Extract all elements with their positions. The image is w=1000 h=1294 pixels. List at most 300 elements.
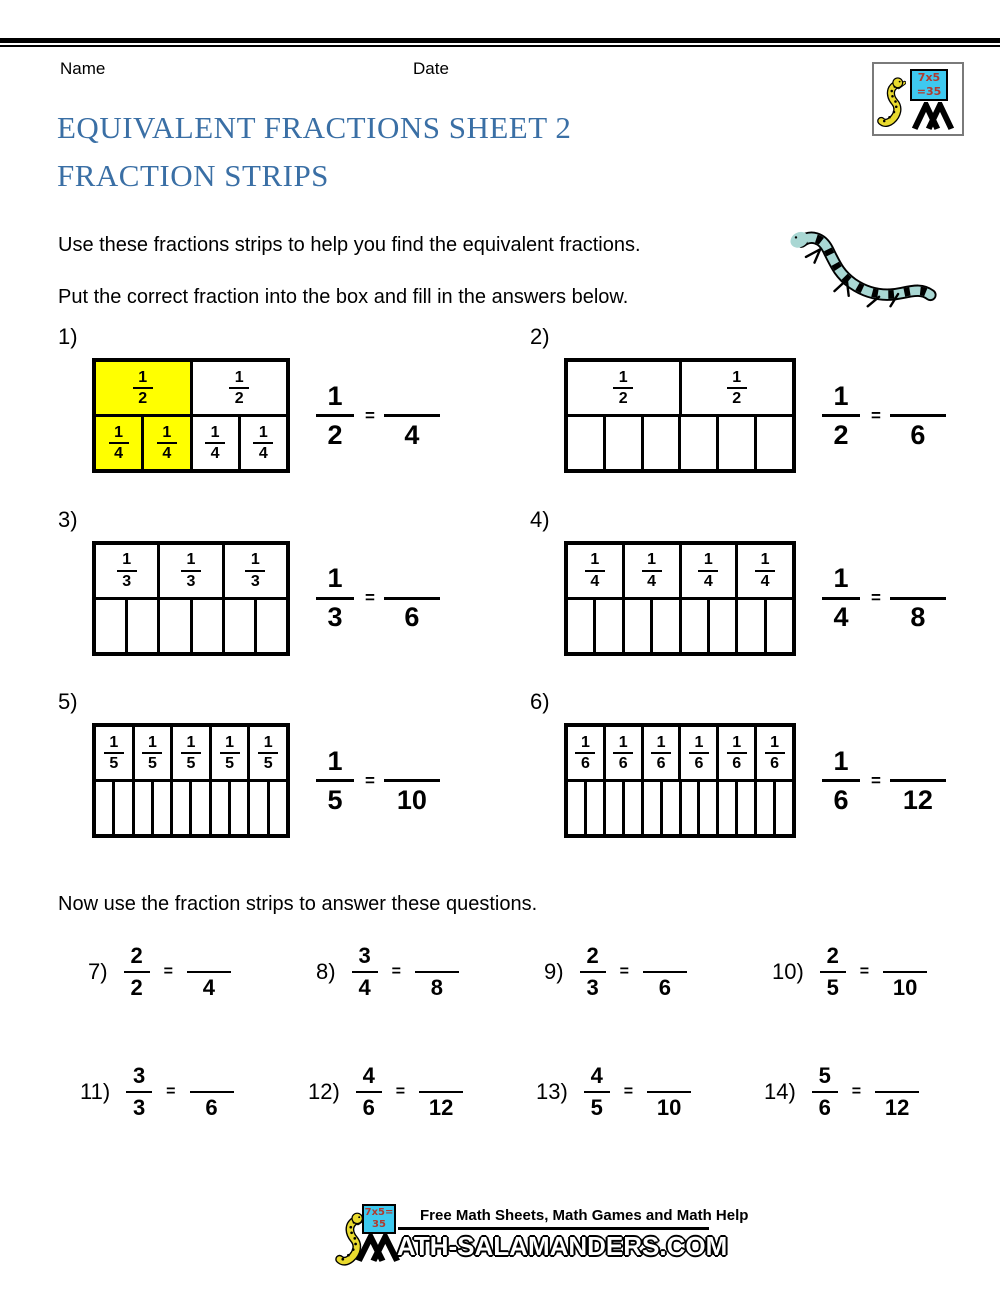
fraction-denominator: 10 [396, 784, 427, 815]
given-fraction [316, 746, 354, 815]
fraction-denominator: 2 [618, 390, 628, 407]
cell-fraction [220, 734, 240, 773]
question-number: 10) [772, 959, 804, 984]
question [536, 1056, 764, 1128]
fraction-numerator: 1 [770, 733, 779, 751]
fraction-denominator: 6 [658, 974, 672, 1000]
strip-cell [190, 362, 287, 414]
cell-fraction [585, 551, 605, 590]
fraction-denominator: 2 [138, 390, 148, 407]
strip-cell [141, 417, 189, 469]
strip-cell [716, 782, 735, 834]
cell-fraction [181, 551, 201, 590]
strip-cell [568, 417, 603, 469]
fraction-numerator: 1 [225, 733, 235, 751]
fraction-denominator: 4 [210, 445, 220, 462]
fraction-denominator: 2 [130, 974, 143, 1000]
equals-sign: = [395, 1083, 406, 1100]
cell-fraction [642, 551, 662, 590]
fraction-numerator: 5 [818, 1063, 831, 1089]
fraction-bar [883, 971, 927, 974]
answer-fraction-blank [890, 746, 946, 815]
strip-row [568, 597, 792, 652]
fraction-bar [727, 752, 747, 754]
fraction-bar [698, 570, 718, 572]
fraction-bar [109, 442, 129, 444]
equals-sign: = [365, 405, 375, 425]
cell-fraction [245, 551, 265, 590]
equals-sign: = [623, 1083, 634, 1100]
question [80, 1056, 308, 1128]
fraction-strip-problem [58, 320, 530, 503]
strip-cell [132, 727, 171, 779]
fraction-strip-problem [58, 503, 530, 686]
given-fraction [316, 381, 354, 450]
page-title-line2: FRACTION STRIPS [57, 158, 329, 193]
fraction-bar [890, 597, 946, 600]
strip-cell [96, 362, 190, 414]
fraction-denominator: 6 [818, 1094, 831, 1120]
cell-fraction [117, 551, 137, 590]
fraction-numerator: 1 [147, 733, 157, 751]
date-label: Date [413, 59, 449, 78]
instructions [58, 219, 641, 323]
fraction-bar [765, 752, 785, 754]
answer-fraction-blank [187, 944, 231, 1001]
strip-cell [96, 545, 157, 597]
problem-body [58, 541, 530, 656]
fraction-bar [117, 570, 137, 572]
answer-fraction-blank [190, 1064, 234, 1121]
cell-fraction [698, 551, 718, 590]
corner-logo [872, 62, 964, 136]
question-fraction [126, 1064, 152, 1121]
equals-sign: = [871, 405, 881, 425]
fraction-numerator: 1 [186, 733, 196, 751]
equals-sign: = [871, 770, 881, 790]
strip-cell [190, 600, 222, 652]
fraction-bar [585, 570, 605, 572]
fraction-denominator: 4 [404, 419, 420, 450]
equals-sign: = [365, 770, 375, 790]
fraction-numerator: 1 [656, 733, 666, 751]
fraction-numerator: 1 [186, 551, 196, 569]
cell-fraction [133, 369, 153, 408]
fraction-bar [229, 387, 249, 389]
strip-cell [716, 417, 754, 469]
cell-fraction [727, 734, 747, 773]
fraction-denominator: 8 [910, 602, 926, 632]
given-fraction [316, 564, 354, 633]
fraction-bar [181, 570, 201, 572]
cell-fraction [755, 551, 775, 590]
question-fraction [584, 1064, 610, 1121]
fraction-bar [875, 1091, 919, 1094]
fraction-denominator: 10 [656, 1094, 682, 1120]
lizard-icon [786, 226, 938, 322]
cell-fraction [109, 424, 129, 463]
fraction-denominator: 4 [258, 445, 268, 462]
question [772, 936, 927, 1008]
strip-cell [641, 727, 679, 779]
strip-row [568, 779, 792, 834]
fraction-numerator: 1 [210, 423, 220, 441]
strip-row [96, 597, 286, 652]
fraction-bar [187, 971, 231, 974]
cell-fraction [157, 424, 177, 463]
fraction-bar [580, 971, 606, 974]
fraction-denominator: 2 [234, 390, 244, 407]
strip-cell [96, 782, 112, 834]
fraction-numerator: 1 [234, 368, 244, 386]
fraction-denominator: 3 [250, 572, 260, 590]
problem-body [58, 723, 530, 838]
fraction-numerator: 3 [133, 1063, 146, 1089]
fraction-denominator: 6 [580, 755, 590, 772]
problem-body [530, 358, 968, 473]
fraction-numerator: 1 [138, 368, 148, 386]
cell-fraction [613, 734, 633, 773]
fraction-bar [384, 414, 440, 417]
fraction-strip [564, 723, 796, 838]
strip-cell [707, 600, 735, 652]
questions-row-2 [58, 1056, 919, 1128]
fraction-bar [727, 387, 747, 389]
fraction-bar [890, 414, 946, 417]
fraction-numerator: 1 [833, 745, 849, 776]
strip-cell [254, 600, 286, 652]
fraction-bar [822, 597, 860, 600]
answer-fraction-blank [883, 944, 927, 1001]
cell-fraction [689, 734, 709, 773]
strip-cell [170, 782, 189, 834]
strip-cell [679, 782, 698, 834]
problem-number: 2) [530, 324, 550, 349]
fraction-bar [647, 1091, 691, 1094]
strip-cell [754, 417, 792, 469]
strip-cell [603, 782, 622, 834]
board-text: 35 [372, 1219, 386, 1230]
fraction-denominator: 4 [833, 602, 849, 632]
fraction-bar [415, 971, 459, 974]
fraction-denominator: 5 [225, 755, 235, 772]
cell-fraction [253, 424, 273, 463]
m-logo-icon [356, 1234, 402, 1262]
strip-cell [228, 782, 247, 834]
fraction-numerator: 3 [358, 943, 371, 969]
fraction-strip-problems [58, 320, 968, 868]
strip-cell [679, 600, 707, 652]
fraction-bar [133, 387, 153, 389]
name-label: Name [60, 59, 106, 78]
strip-cell [209, 782, 228, 834]
question [544, 936, 772, 1008]
questions-intro: Now use the fraction strips to answer these questions. [58, 893, 538, 915]
fraction-denominator: 6 [910, 419, 926, 450]
strip-cell [735, 600, 763, 652]
fraction-bar [157, 442, 177, 444]
problem-body [58, 358, 530, 473]
strip-row [96, 727, 286, 779]
fraction-denominator: 4 [114, 445, 124, 462]
question [88, 936, 316, 1008]
fraction-strip [92, 541, 290, 656]
question-number: 11) [80, 1079, 111, 1104]
strip-cell [189, 782, 208, 834]
answer-fraction-blank [875, 1064, 919, 1121]
fraction-numerator: 1 [760, 551, 770, 569]
cell-fraction [613, 369, 633, 408]
strip-row [568, 727, 792, 779]
fraction-denominator: 5 [186, 755, 196, 772]
salamander-icon [876, 76, 906, 130]
equals-sign: = [166, 1083, 176, 1100]
board-text: 7x5= [364, 1207, 394, 1218]
strip-cell [132, 782, 151, 834]
answer-fraction-blank [647, 1064, 691, 1121]
fraction-bar [890, 779, 946, 782]
fraction-numerator: 2 [586, 943, 599, 969]
fraction-bar [104, 752, 124, 754]
fraction-bar [316, 597, 354, 600]
fraction-numerator: 1 [114, 423, 124, 441]
fraction-numerator: 1 [327, 563, 343, 593]
question [308, 1056, 536, 1128]
fraction-bar [643, 971, 687, 974]
fraction-denominator: 5 [327, 784, 343, 815]
strip-cell [641, 417, 679, 469]
strip-cell [735, 782, 754, 834]
answer-fraction-blank [643, 944, 687, 1001]
fraction-bar [316, 414, 354, 417]
fraction-numerator: 1 [618, 368, 628, 386]
fraction-numerator: 2 [130, 943, 143, 969]
fraction-denominator: 12 [902, 784, 933, 815]
strip-cell [568, 727, 603, 779]
strip-cell [96, 600, 125, 652]
strip-cell [209, 727, 248, 779]
problem-number: 1) [58, 324, 78, 349]
fraction-bar [822, 779, 860, 782]
strip-cell [190, 417, 238, 469]
question-fraction [352, 944, 378, 1001]
equals-sign: = [391, 963, 401, 980]
fraction-bar [642, 570, 662, 572]
fraction-strip [564, 541, 796, 656]
fraction-bar [384, 597, 440, 600]
question-number: 7) [88, 959, 108, 984]
strip-row [96, 362, 286, 414]
strip-cell [247, 782, 266, 834]
question-number: 8) [316, 959, 336, 984]
fraction-denominator: 4 [358, 974, 371, 1000]
given-fraction [822, 381, 860, 450]
fraction-denominator: 3 [586, 974, 599, 1000]
strip-cell [622, 600, 650, 652]
strip-cell [157, 545, 221, 597]
fraction-denominator: 5 [109, 755, 119, 772]
multiplication-board-icon [910, 69, 948, 101]
question-fraction [580, 944, 606, 1001]
fraction-denominator: 6 [205, 1094, 218, 1120]
strip-cell [568, 545, 622, 597]
answer-fraction-blank [384, 564, 440, 633]
problem-number: 6) [530, 689, 550, 714]
strip-row [568, 362, 792, 414]
fraction-strip-problem [58, 685, 530, 868]
question-fraction [356, 1064, 382, 1121]
fraction-denominator: 5 [147, 755, 157, 772]
fraction-bar [205, 442, 225, 444]
strip-cell [773, 782, 792, 834]
fraction-denominator: 4 [162, 445, 172, 462]
strip-cell [754, 727, 792, 779]
fraction-strip-problem [530, 685, 968, 868]
strip-cell [157, 600, 189, 652]
fraction-bar [190, 1091, 234, 1094]
question-number: 12) [308, 1079, 340, 1104]
fraction-strip [92, 358, 290, 473]
problem-number: 5) [58, 689, 78, 714]
strip-cell [641, 782, 660, 834]
fraction-bar [575, 752, 595, 754]
fraction-bar [689, 752, 709, 754]
fraction-denominator: 12 [428, 1094, 454, 1120]
strip-cell [267, 782, 286, 834]
fraction-denominator: 6 [694, 755, 704, 772]
footer-logo [0, 1198, 1000, 1288]
fraction-denominator: 3 [327, 602, 343, 632]
problem-number: 3) [58, 506, 78, 532]
fraction-denominator: 6 [618, 755, 628, 772]
strip-row [96, 779, 286, 834]
given-fraction [822, 564, 860, 633]
fraction-bar [124, 971, 150, 974]
strip-cell [660, 782, 679, 834]
strip-cell [96, 417, 141, 469]
fraction-numerator: 4 [590, 1063, 603, 1089]
fraction-numerator: 1 [590, 551, 600, 569]
fraction-bar [822, 414, 860, 417]
answer-fraction-blank [890, 381, 946, 450]
fraction-bar [820, 971, 846, 974]
fraction-denominator: 2 [732, 390, 742, 407]
cell-fraction [142, 734, 162, 773]
fraction-denominator: 6 [732, 755, 742, 772]
strip-cell [603, 727, 641, 779]
fraction-bar [253, 442, 273, 444]
answer-fraction-blank [384, 381, 440, 450]
fraction-denominator: 2 [833, 419, 849, 450]
equals-sign: = [851, 1083, 862, 1100]
fraction-denominator: 6 [770, 755, 779, 772]
strip-cell [584, 782, 603, 834]
fraction-denominator: 3 [186, 572, 196, 590]
page-title [57, 104, 571, 200]
fraction-strip [564, 358, 796, 473]
equation [822, 746, 946, 815]
equation [316, 746, 440, 815]
fraction-bar [419, 1091, 463, 1094]
fraction-denominator: 6 [833, 784, 849, 815]
fraction-denominator: 6 [404, 602, 420, 632]
question-fraction [820, 944, 846, 1001]
equation [822, 381, 946, 450]
fraction-bar [142, 752, 162, 754]
fraction-denominator: 5 [826, 974, 839, 1000]
fraction-denominator: 4 [703, 572, 713, 590]
cell-fraction [229, 369, 249, 408]
fraction-numerator: 1 [258, 423, 268, 441]
fraction-bar [613, 387, 633, 389]
question [316, 936, 544, 1008]
fraction-denominator: 10 [892, 974, 918, 1000]
strip-cell [650, 600, 678, 652]
strip-cell [96, 727, 132, 779]
fraction-denominator: 8 [430, 974, 444, 1000]
cell-fraction [205, 424, 225, 463]
answer-fraction-blank [384, 746, 440, 815]
fraction-numerator: 1 [109, 733, 119, 751]
equals-sign: = [619, 963, 629, 980]
fraction-bar [384, 779, 440, 782]
fraction-numerator: 1 [580, 733, 590, 751]
strip-cell [764, 600, 792, 652]
fraction-numerator: 1 [732, 733, 742, 751]
strip-cell [151, 782, 170, 834]
equals-sign: = [859, 963, 870, 980]
fraction-numerator: 1 [327, 745, 343, 776]
question-number: 9) [544, 959, 564, 984]
fraction-bar [613, 752, 633, 754]
strip-cell [247, 727, 286, 779]
fraction-bar [126, 1091, 152, 1094]
fraction-bar [181, 752, 201, 754]
footer-divider [398, 1227, 709, 1230]
fraction-strip [92, 723, 290, 838]
fraction-bar [755, 570, 775, 572]
strip-row [568, 545, 792, 597]
strip-cell [603, 417, 641, 469]
fraction-numerator: 1 [833, 380, 849, 411]
fraction-bar [258, 752, 278, 754]
problem-body [530, 723, 968, 838]
equals-sign: = [871, 588, 881, 607]
strip-cell [622, 782, 641, 834]
top-divider-thin [0, 45, 1000, 47]
strip-cell [678, 417, 716, 469]
fraction-numerator: 4 [362, 1063, 375, 1089]
strip-cell [679, 545, 736, 597]
fraction-numerator: 1 [327, 380, 343, 411]
strip-cell [568, 782, 584, 834]
strip-cell [593, 600, 621, 652]
equation [316, 381, 440, 450]
fraction-denominator: 4 [647, 572, 657, 590]
fraction-denominator: 4 [202, 974, 216, 1000]
fraction-numerator: 1 [618, 733, 628, 751]
fraction-numerator: 1 [732, 368, 742, 386]
board-text: 7x5 [917, 71, 941, 84]
cell-fraction [575, 734, 595, 773]
fraction-bar [356, 1091, 382, 1094]
fraction-strip-problem [530, 503, 968, 686]
strip-cell [222, 600, 254, 652]
strip-cell [238, 417, 286, 469]
question [764, 1056, 919, 1128]
footer-site-name: ATH-SALAMANDERS.COM [397, 1231, 728, 1261]
fraction-numerator: 1 [647, 551, 657, 569]
